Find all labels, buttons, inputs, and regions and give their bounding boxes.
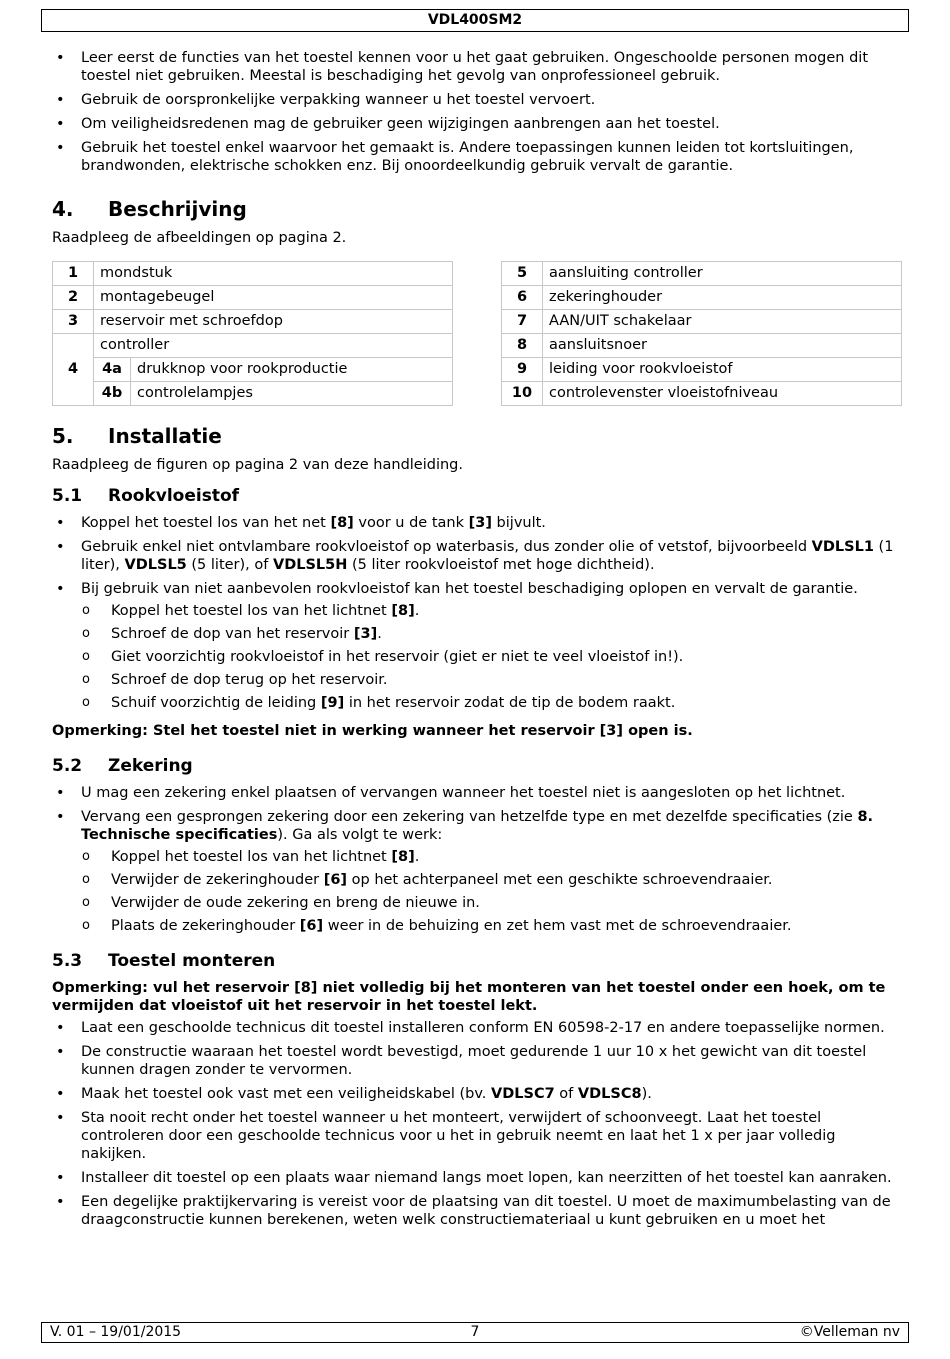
- sub-part-number: 4b: [94, 382, 131, 406]
- text-run: Koppel het toestel los van het lichtnet: [111, 849, 392, 865]
- part-number: 6: [502, 286, 543, 310]
- sub-part-number: 4a: [94, 358, 131, 382]
- parts-table-left: [52, 261, 453, 406]
- section-title: Beschrijving: [108, 197, 247, 221]
- text-run: (5 liter), of: [186, 557, 273, 573]
- page-footer: [41, 1322, 909, 1343]
- reference: [8]: [391, 849, 415, 865]
- sub-part-label: controlelampjes: [131, 382, 453, 406]
- part-number: 10: [502, 382, 543, 406]
- text-run: (5 liter rookvloeistof met hoge dichtheid).: [347, 557, 655, 573]
- text-run: weer in de behuizing en zet hem vast met de schroevendraaier.: [323, 918, 792, 934]
- part-number: 5: [502, 262, 543, 286]
- text-run: bijvult.: [491, 515, 546, 531]
- list-item: • Installeer dit toestel op een plaats waar niemand langs moet lopen, kan neerzitten of het toestel kan aanraken.: [52, 1169, 902, 1187]
- text-run: (1 liter),: [81, 539, 894, 573]
- list-item: • Bij gebruik van niet aanbevolen rookvloeistof kan het toestel beschadiging oplopen en vervalt de garantie.: [52, 580, 902, 598]
- part-label: aansluitsnoer: [543, 334, 902, 358]
- list-item: • Gebruik het toestel enkel waarvoor het gemaakt is. Andere toepassingen kunnen leiden tot kortsluitingen, brandwonden, elektrische schokken enz. Bij onoordeelkundig gebruik vervalt de garantie.: [52, 139, 902, 175]
- table-row: [502, 286, 902, 310]
- version-date: V. 01 – 19/01/2015: [50, 1324, 182, 1340]
- list-item: • De constructie waaraan het toestel wordt bevestigd, moet gedurende 1 uur 10 x het gewicht van dit toestel kunnen dragen zonder te vervormen.: [52, 1043, 902, 1079]
- table-row: [502, 382, 902, 406]
- bullet-list: [52, 1019, 902, 1229]
- part-label: controlevenster vloeistofniveau: [543, 382, 902, 406]
- reference: [9]: [320, 695, 345, 711]
- part-label: controller: [94, 334, 453, 358]
- part-number: 1: [53, 262, 94, 286]
- part-label: leiding voor rookvloeistof: [543, 358, 902, 382]
- table-row: [53, 286, 453, 310]
- list-item: [52, 848, 902, 866]
- reference: [6]: [299, 918, 324, 934]
- section-heading-5-1: [52, 486, 902, 506]
- text-run: .: [377, 626, 382, 642]
- table-row: [502, 358, 902, 382]
- section-number: 5.1: [52, 486, 83, 506]
- product-code: VDLSC7: [491, 1086, 555, 1102]
- bullet-list: [52, 514, 902, 598]
- part-number: 4: [53, 334, 94, 406]
- section-heading-4: [52, 197, 902, 221]
- text-run: ). Ga als volgt te werk:: [277, 827, 443, 843]
- section-number: 4.: [52, 197, 74, 221]
- list-item: • Een degelijke praktijkervaring is vereist voor de plaatsing van dit toestel. U moet de maximumbelasting van de draagconstructie kunnen berekenen, weten welk constructiemateriaal u kunt gebruiken en u moet het: [52, 1193, 902, 1229]
- product-code: VDLSL5H: [272, 557, 348, 573]
- text-run: .: [414, 849, 420, 865]
- text-run: op het achterpaneel met een geschikte schroevendraaier.: [347, 872, 773, 888]
- text-run: ).: [641, 1086, 652, 1102]
- header-title: VDL400SM2: [427, 12, 523, 28]
- text-run: in het reservoir zodat de tip de bodem raakt.: [344, 695, 676, 711]
- table-row: [502, 334, 902, 358]
- part-label: reservoir met schroefdop: [94, 310, 453, 334]
- list-item: o Verwijder de oude zekering en breng de nieuwe in.: [52, 894, 902, 912]
- list-item: • Sta nooit recht onder het toestel wanneer u het monteert, verwijdert of schoonveegt. Laat het toestel controleren door een geschoolde technicus voor u het in gebruik neemt en laat het 1 x per jaar volledig nakijken.: [52, 1109, 902, 1163]
- list-item: o Schroef de dop terug op het reservoir.: [52, 671, 902, 689]
- sub-part-label: drukknop voor rookproductie: [131, 358, 453, 382]
- list-item: [52, 808, 902, 844]
- list-item: [52, 602, 902, 620]
- text-run: Plaats de zekeringhouder: [111, 918, 300, 934]
- section-heading-5-3: [52, 951, 902, 971]
- list-item: [52, 538, 902, 574]
- product-code: VDLSL5: [124, 557, 187, 573]
- page-header: [41, 9, 909, 32]
- list-item: [52, 871, 902, 889]
- reference: [3]: [468, 515, 492, 531]
- list-item: • Om veiligheidsredenen mag de gebruiker geen wijzigingen aanbrengen aan het toestel.: [52, 115, 902, 133]
- part-label: zekeringhouder: [543, 286, 902, 310]
- part-number: 2: [53, 286, 94, 310]
- list-item: [52, 694, 902, 712]
- part-number: 8: [502, 334, 543, 358]
- product-code: VDLSL1: [811, 539, 874, 555]
- section-number: 5.3: [52, 951, 83, 971]
- part-label: aansluiting controller: [543, 262, 902, 286]
- section-intro: Raadpleeg de figuren op pagina 2 van deze handleiding.: [52, 457, 463, 473]
- section-title: Rookvloeistof: [108, 486, 240, 506]
- text-run: Gebruik enkel niet ontvlambare rookvloeistof op waterbasis, dus zonder olie of vetstof, bijvoorbeeld: [81, 539, 812, 555]
- note: Opmerking: Stel het toestel niet in werking wanneer het reservoir [3] open is.: [52, 723, 693, 739]
- sub-list: [52, 602, 902, 712]
- list-item: [52, 625, 902, 643]
- reference: [8]: [330, 515, 354, 531]
- bullet-list: [52, 784, 902, 844]
- copyright: ©Velleman nv: [799, 1324, 900, 1340]
- reference: [6]: [323, 872, 348, 888]
- part-label: mondstuk: [94, 262, 453, 286]
- list-item: • U mag een zekering enkel plaatsen of vervangen wanneer het toestel niet is aangesloten op het lichtnet.: [52, 784, 902, 802]
- section-number: 5.: [52, 424, 74, 448]
- text-run: Schroef de dop van het reservoir: [111, 626, 354, 642]
- text-run: Maak het toestel ook vast met een veiligheidskabel (bv.: [81, 1086, 492, 1102]
- text-run: of: [554, 1086, 578, 1102]
- table-row: [53, 334, 453, 358]
- parts-table-right: [501, 261, 902, 406]
- section-title: Toestel monteren: [108, 951, 276, 971]
- list-item: [52, 514, 902, 532]
- part-label: montagebeugel: [94, 286, 453, 310]
- table-row: [53, 310, 453, 334]
- table-row: [502, 310, 902, 334]
- intro-bullet-list: [52, 49, 902, 175]
- parts-tables: [52, 261, 902, 406]
- section-number: 5.2: [52, 756, 83, 776]
- table-row: [53, 262, 453, 286]
- table-row: [502, 262, 902, 286]
- sub-list: [52, 848, 902, 935]
- note: Opmerking: vul het reservoir [8] niet volledig bij het monteren van het toestel onder een hoek, om te vermijden dat vloeistof uit het reservoir in het toestel lekt.: [52, 980, 886, 1014]
- list-item: [52, 1085, 902, 1103]
- section-title: Installatie: [108, 424, 222, 448]
- text-run: Koppel het toestel los van het lichtnet: [111, 603, 392, 619]
- reference: [3]: [353, 626, 378, 642]
- product-code: VDLSC8: [577, 1086, 642, 1102]
- section-title: Zekering: [108, 756, 193, 776]
- text-run: Schuif voorzichtig de leiding: [111, 695, 321, 711]
- reference: [8]: [391, 603, 415, 619]
- text-run: voor u de tank: [353, 515, 469, 531]
- section-heading-5-2: [52, 756, 902, 776]
- part-label: AAN/UIT schakelaar: [543, 310, 902, 334]
- list-item: • Gebruik de oorspronkelijke verpakking wanneer u het toestel vervoert.: [52, 91, 902, 109]
- part-number: 7: [502, 310, 543, 334]
- table-row: [53, 358, 453, 382]
- text-run: .: [414, 603, 420, 619]
- page-number: 7: [470, 1324, 480, 1340]
- table-row: [53, 382, 453, 406]
- part-number: 9: [502, 358, 543, 382]
- text-run: Vervang een gesprongen zekering door een zekering van hetzelfde type en met dezelfde specificaties (zie: [81, 809, 858, 825]
- text-run: Koppel het toestel los van het net: [81, 515, 331, 531]
- list-item: [52, 917, 902, 935]
- list-item: • Leer eerst de functies van het toestel kennen voor u het gaat gebruiken. Ongeschoolde personen mogen dit toestel niet gebruiken. Meestal is beschadiging het gevolg van onprofessioneel gebruik.: [52, 49, 902, 85]
- list-item: o Giet voorzichtig rookvloeistof in het reservoir (giet er niet te veel vloeistof in!).: [52, 648, 902, 666]
- list-item: • Laat een geschoolde technicus dit toestel installeren conform EN 60598-2-17 en andere toepasselijke normen.: [52, 1019, 902, 1037]
- page-content: [52, 49, 902, 1235]
- cross-reference: 8. Technische specificaties: [81, 809, 874, 843]
- section-intro: Raadpleeg de afbeeldingen op pagina 2.: [52, 230, 347, 246]
- part-number: 3: [53, 310, 94, 334]
- text-run: Verwijder de zekeringhouder: [111, 872, 324, 888]
- section-heading-5: [52, 424, 902, 448]
